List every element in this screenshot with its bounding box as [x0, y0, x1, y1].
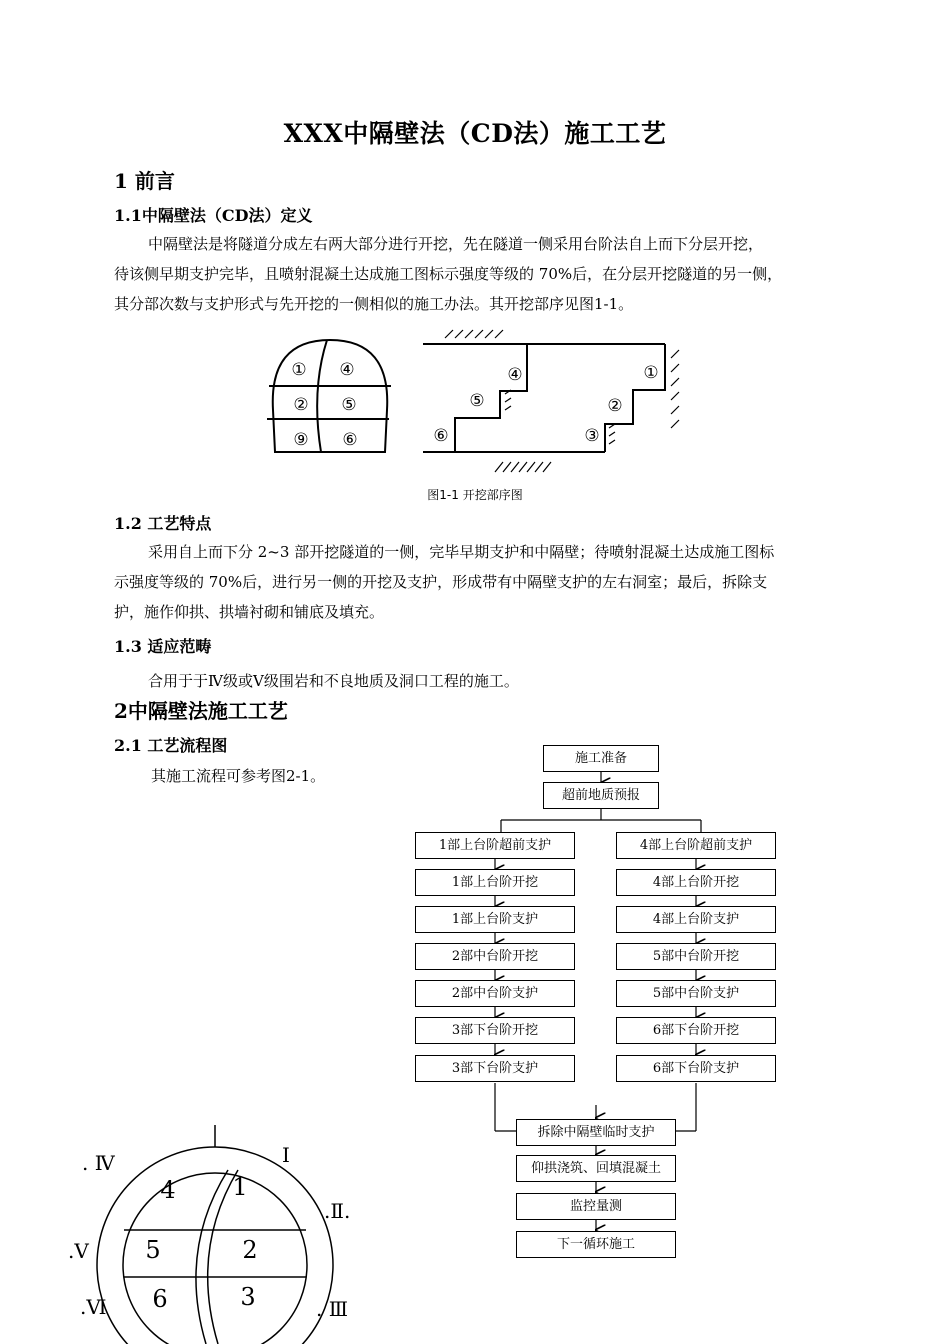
cross-label: ⑨ [293, 430, 309, 450]
section-1-1-heading: 1.1中隔壁法（CD法）定义 [114, 206, 313, 225]
flow-step-right: 5部中台阶支护 [616, 980, 776, 1007]
section-2-1-heading: 2.1 工艺流程图 [114, 736, 228, 755]
profile-label: ⑤ [469, 391, 485, 411]
flow-step-invert-pouring: 仰拱浇筑、回填混凝土 [516, 1155, 676, 1182]
text-line: 采用自上而下分 2~3 部开挖隧道的一侧，完毕早期支护和中隔壁；待喷射混凝土达成施工图标 [148, 543, 775, 561]
flow-step-left: 1部上台阶开挖 [415, 869, 575, 896]
flow-step-left: 3部下台阶支护 [415, 1055, 575, 1082]
cross-label: ① [291, 360, 307, 380]
cross-label: ⑥ [342, 430, 358, 450]
cross-label: ⑤ [341, 395, 357, 415]
region-label: 2 [242, 1236, 258, 1264]
flow-step-left: 3部下台阶开挖 [415, 1017, 575, 1044]
cross-label: ② [293, 395, 309, 415]
tunnel-section-diagram [60, 1120, 370, 1344]
profile-label: ③ [584, 426, 600, 446]
text-line: 中隔壁法是将隧道分成左右两大部分进行开挖，先在隧道一侧采用台阶法自上而下分层开挖， [148, 235, 764, 253]
flow-step-right: 6部下台阶开挖 [616, 1017, 776, 1044]
roman-label: Ⅰ [282, 1143, 290, 1167]
text-line: 示强度等级的 70%后，进行另一侧的开挖及支护，形成带有中隔壁支护的左右洞室；最后，拆除支 [114, 573, 768, 591]
region-label: 5 [145, 1236, 161, 1264]
scope-line: 合用于于Ⅳ级或Ⅴ级围岩和不良地质及洞口工程的施工。 [148, 672, 519, 690]
flow-step-left: 2部中台阶开挖 [415, 943, 575, 970]
flow-step-next-cycle: 下一循环施工 [516, 1231, 676, 1258]
figure-1-caption: 图1-1 开挖部序图 [427, 488, 523, 502]
flow-step-geological-forecast: 超前地质预报 [543, 782, 659, 809]
profile-label: ① [643, 363, 659, 383]
flow-step-left: 2部中台阶支护 [415, 980, 575, 1007]
roman-label: . Ⅳ [82, 1151, 115, 1175]
region-label: 6 [152, 1285, 168, 1313]
section-2-heading: 2中隔壁法施工工艺 [114, 699, 288, 723]
text-line: 待该侧早期支护完毕，且喷射混凝土达成施工图标示强度等级的 70%后，在分层开挖隧道的另一侧， [114, 265, 783, 283]
roman-label: .Ⅱ. [324, 1199, 351, 1223]
flow-step-right: 4部上台阶开挖 [616, 869, 776, 896]
section-1-2-heading: 1.2 工艺特点 [114, 514, 212, 533]
flowchart-reference-line: 其施工流程可参考图2-1。 [151, 767, 326, 785]
flow-step-right: 6部下台阶支护 [616, 1055, 776, 1082]
flow-step-monitoring: 监控量测 [516, 1193, 676, 1220]
profile-label: ⑥ [433, 426, 449, 446]
text-line: 其分部次数与支护形式与先开挖的一侧相似的施工办法。其开挖部序见图1-1。 [114, 295, 634, 313]
flow-step-right: 4部上台阶支护 [616, 906, 776, 933]
text-line: 护，施作仰拱、拱墙衬砌和铺底及填充。 [114, 603, 385, 621]
flow-step-right: 4部上台阶超前支护 [616, 832, 776, 859]
flow-step-left: 1部上台阶支护 [415, 906, 575, 933]
region-label: 3 [240, 1283, 256, 1311]
flow-step-remove-support: 拆除中隔壁临时支护 [516, 1119, 676, 1146]
roman-label: .Ⅵ [80, 1295, 107, 1319]
flow-step-preparation: 施工准备 [543, 745, 659, 772]
roman-label: .Ⅴ [68, 1239, 89, 1263]
cross-label: ④ [339, 360, 355, 380]
flow-step-left: 1部上台阶超前支护 [415, 832, 575, 859]
section-region-labels [145, 1173, 257, 1313]
section-1-heading: 1 前言 [114, 169, 175, 193]
roman-label: . Ⅲ [316, 1297, 349, 1321]
section-1-3-heading: 1.3 适应范畴 [114, 637, 212, 656]
profile-label: ④ [507, 365, 523, 385]
region-label: 1 [232, 1173, 248, 1201]
page-title: XXX中隔壁法（CD法）施工工艺 [283, 119, 667, 148]
flow-step-right: 5部中台阶开挖 [616, 943, 776, 970]
region-label: 4 [160, 1176, 176, 1204]
profile-label: ② [607, 396, 623, 416]
